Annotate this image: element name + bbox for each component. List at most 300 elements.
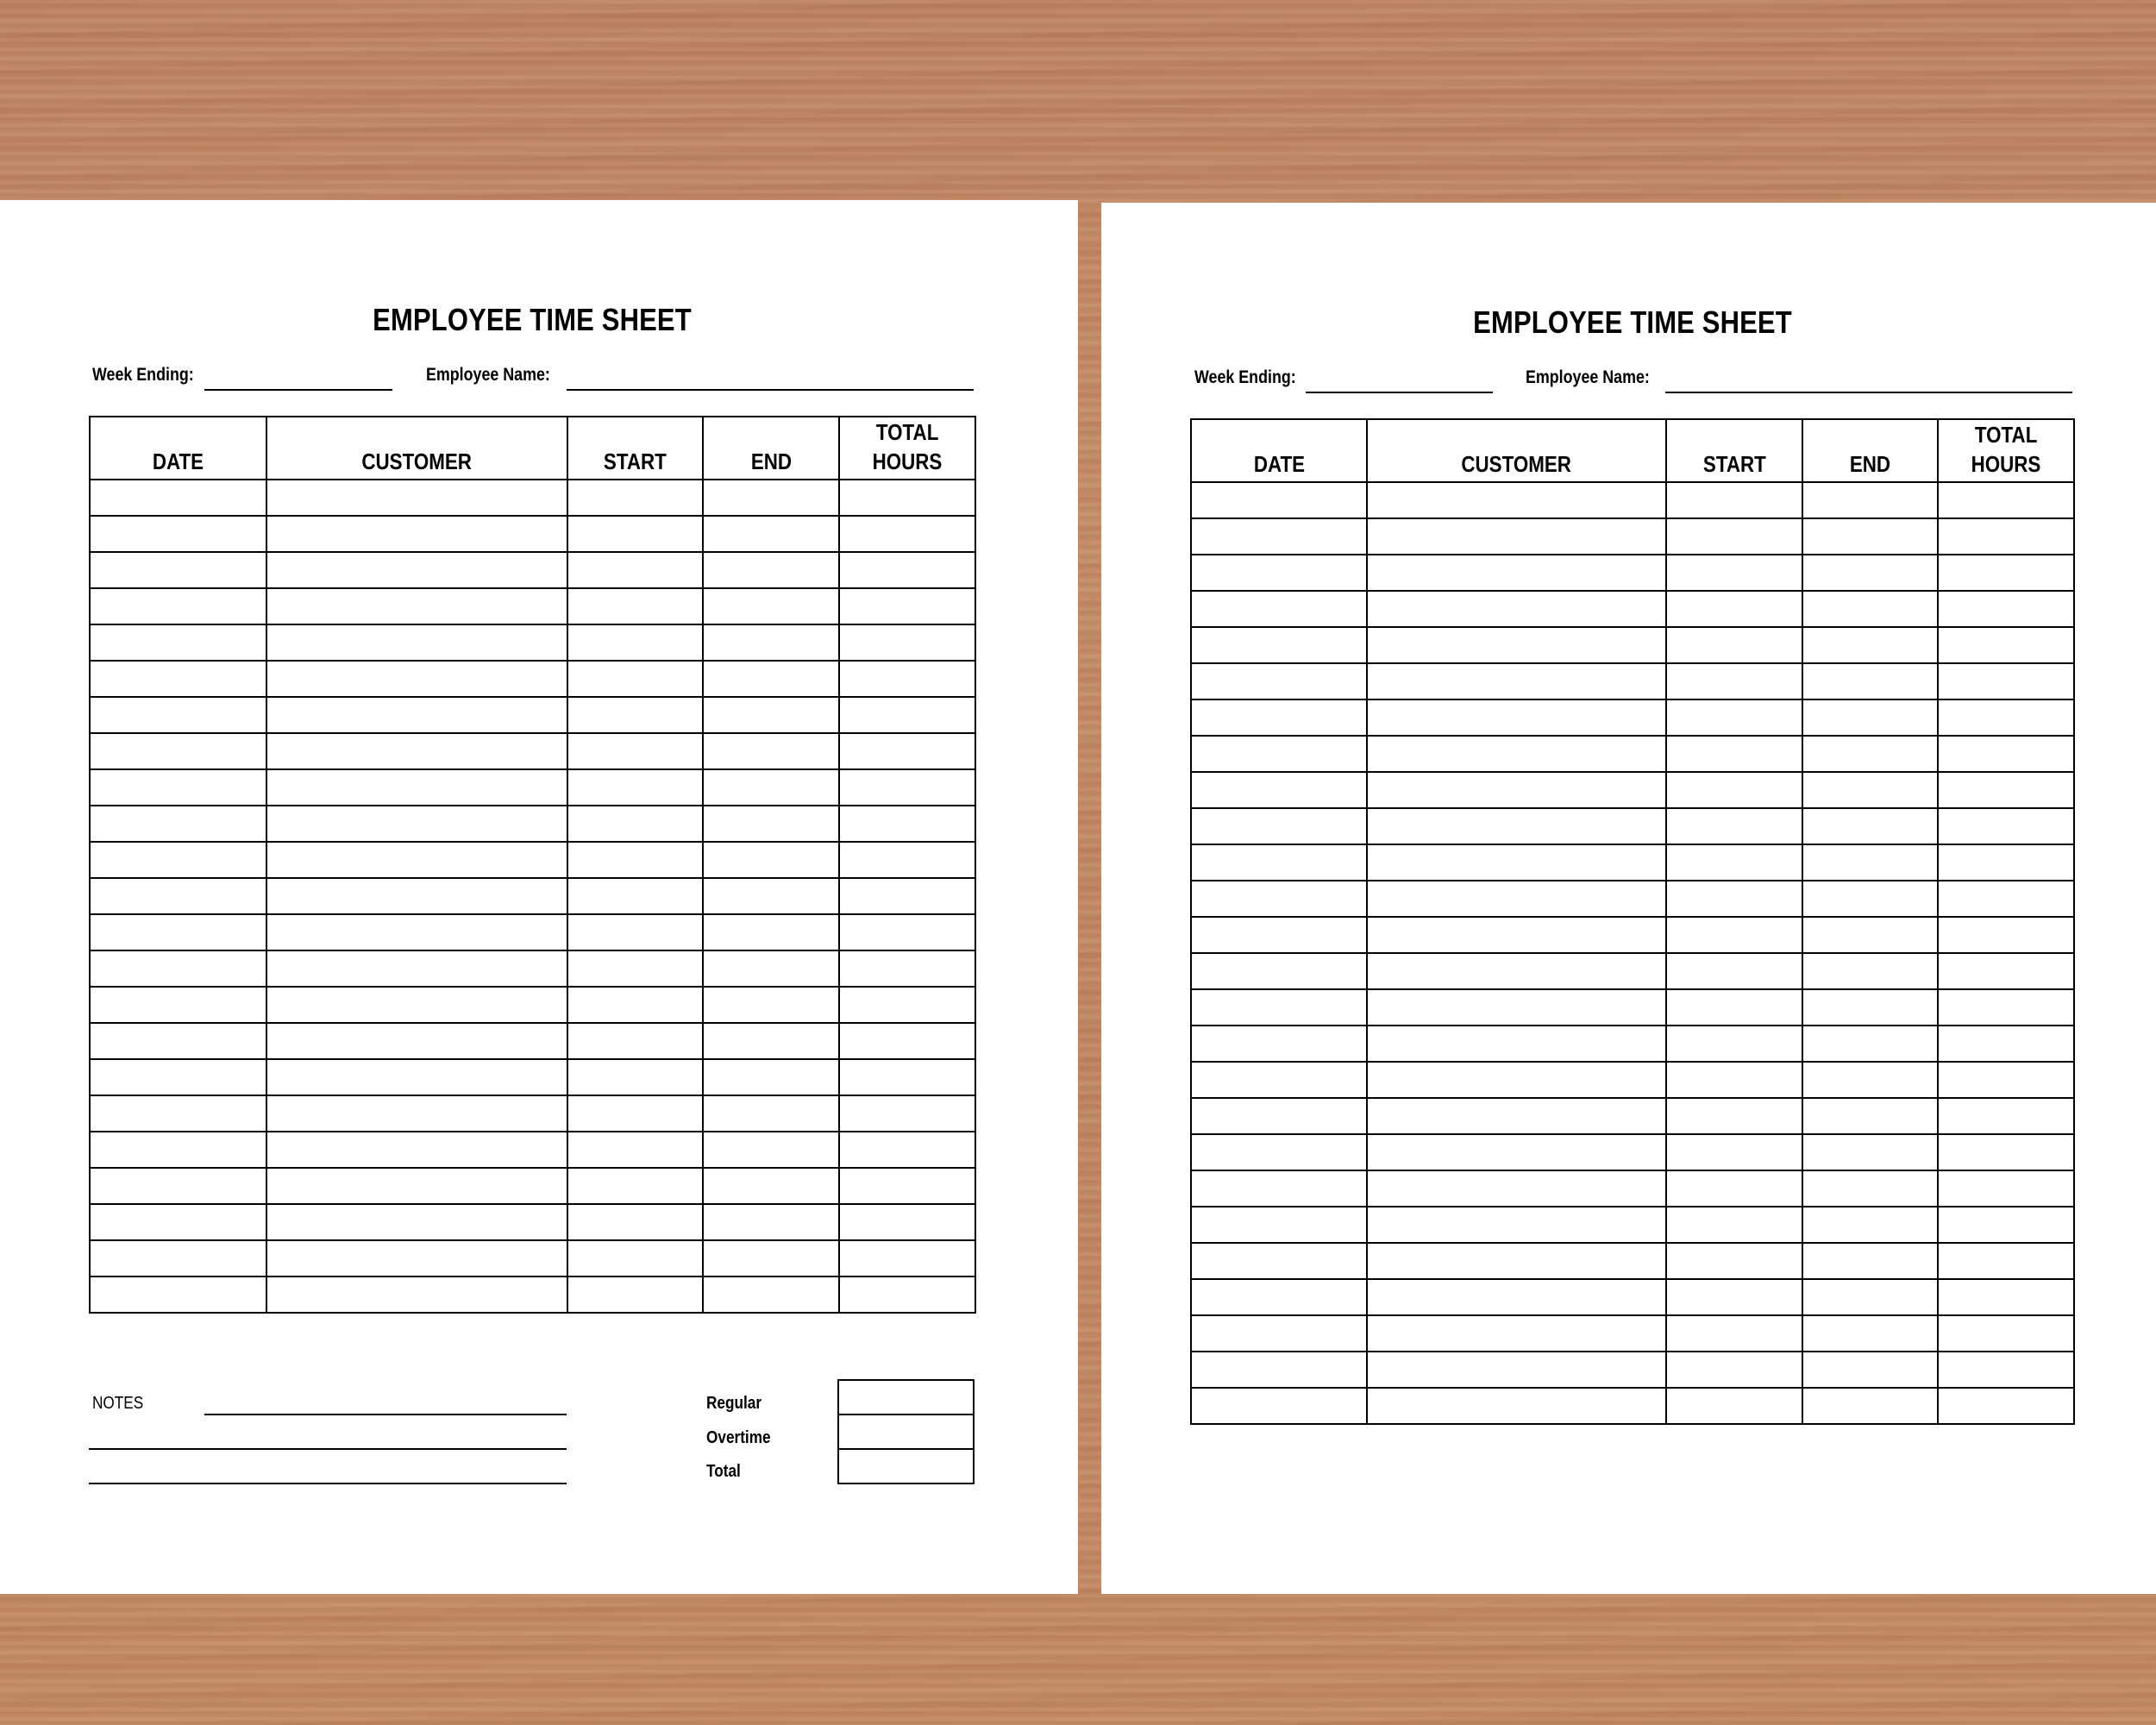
customer-cell[interactable]	[1367, 591, 1666, 627]
start-cell[interactable]	[1666, 627, 1802, 663]
total-hours-cell[interactable]	[839, 552, 975, 588]
date-cell[interactable]	[1191, 808, 1367, 844]
total-hours-cell[interactable]	[839, 1132, 975, 1168]
date-cell[interactable]	[1191, 699, 1367, 736]
total-hours-cell[interactable]	[1938, 591, 2074, 627]
start-cell[interactable]	[1666, 1134, 1802, 1170]
table-row	[90, 842, 975, 878]
total-hours-cell[interactable]	[839, 1276, 975, 1313]
total-hours-cell[interactable]	[1938, 808, 2074, 844]
start-cell[interactable]	[1666, 663, 1802, 699]
total-hours-cell[interactable]	[1938, 736, 2074, 772]
customer-cell[interactable]	[1367, 808, 1666, 844]
start-cell[interactable]	[1666, 1243, 1802, 1279]
table-row	[1191, 591, 2074, 627]
start-cell[interactable]	[567, 806, 703, 842]
date-cell[interactable]	[90, 1095, 266, 1132]
total-hours-cell[interactable]	[839, 950, 975, 987]
customer-cell[interactable]	[1367, 953, 1666, 989]
start-cell[interactable]	[567, 950, 703, 987]
table-row	[90, 1059, 975, 1095]
date-cell[interactable]	[90, 987, 266, 1023]
start-cell[interactable]	[1666, 1207, 1802, 1243]
date-cell[interactable]	[1191, 917, 1367, 953]
table-row	[90, 1276, 975, 1313]
start-cell[interactable]	[567, 480, 703, 516]
table-row	[1191, 1243, 2074, 1279]
date-cell[interactable]	[1191, 627, 1367, 663]
start-cell[interactable]	[567, 1276, 703, 1313]
customer-cell[interactable]	[266, 1095, 567, 1132]
start-cell[interactable]	[567, 1168, 703, 1204]
table-row	[1191, 1352, 2074, 1388]
total-hours-cell[interactable]	[839, 1204, 975, 1240]
table-row	[90, 1095, 975, 1132]
customer-cell[interactable]	[1367, 1243, 1666, 1279]
customer-cell[interactable]	[266, 516, 567, 552]
end-cell[interactable]	[703, 1059, 839, 1095]
end-cell[interactable]	[1802, 482, 1938, 518]
customer-cell[interactable]	[266, 697, 567, 733]
total-hours-cell[interactable]	[839, 480, 975, 516]
total-hours-cell[interactable]	[1938, 1026, 2074, 1062]
start-cell[interactable]	[567, 1204, 703, 1240]
column-header-date: DATE	[1191, 419, 1367, 482]
employee-name-field[interactable]	[1665, 392, 2072, 393]
total-hours-cell[interactable]	[839, 697, 975, 733]
start-cell[interactable]	[567, 661, 703, 697]
customer-cell[interactable]	[266, 769, 567, 806]
total-hours-cell[interactable]	[839, 914, 975, 950]
end-cell[interactable]	[1802, 736, 1938, 772]
week-ending-field[interactable]	[1306, 392, 1493, 393]
date-cell[interactable]	[1191, 482, 1367, 518]
total-hours-cell[interactable]	[1938, 1388, 2074, 1424]
customer-cell[interactable]	[1367, 663, 1666, 699]
column-header-start: START	[1666, 419, 1802, 482]
table-row	[90, 516, 975, 552]
table-header-row	[90, 417, 975, 480]
date-cell[interactable]	[1191, 663, 1367, 699]
total-hours-cell[interactable]	[839, 1095, 975, 1132]
total-hours-cell[interactable]	[1938, 1243, 2074, 1279]
start-cell[interactable]	[1666, 772, 1802, 808]
date-cell[interactable]	[90, 697, 266, 733]
date-cell[interactable]	[1191, 1098, 1367, 1134]
column-header-date: DATE	[90, 417, 266, 480]
date-cell[interactable]	[90, 769, 266, 806]
start-cell[interactable]	[567, 624, 703, 661]
date-cell[interactable]	[1191, 772, 1367, 808]
overtime-hours-box[interactable]	[837, 1414, 975, 1450]
total-hours-cell[interactable]	[1938, 482, 2074, 518]
start-cell[interactable]	[567, 1059, 703, 1095]
end-cell[interactable]	[703, 1132, 839, 1168]
column-header-start: START	[567, 417, 703, 480]
start-cell[interactable]	[567, 1095, 703, 1132]
customer-cell[interactable]	[266, 480, 567, 516]
total-hours-cell[interactable]	[1938, 1134, 2074, 1170]
table-row	[90, 552, 975, 588]
start-cell[interactable]	[567, 987, 703, 1023]
customer-cell[interactable]	[1367, 699, 1666, 736]
date-cell[interactable]	[1191, 591, 1367, 627]
date-cell[interactable]	[90, 516, 266, 552]
total-hours-cell[interactable]	[839, 516, 975, 552]
total-hours-cell[interactable]	[839, 842, 975, 878]
notes-line-2[interactable]	[89, 1448, 567, 1450]
end-cell[interactable]	[1802, 1315, 1938, 1352]
end-cell[interactable]	[1802, 1279, 1938, 1315]
customer-cell[interactable]	[266, 987, 567, 1023]
date-cell[interactable]	[1191, 953, 1367, 989]
customer-cell[interactable]	[1367, 989, 1666, 1026]
date-cell[interactable]	[1191, 1026, 1367, 1062]
start-cell[interactable]	[567, 1240, 703, 1276]
total-hours-cell[interactable]	[1938, 989, 2074, 1026]
table-row	[1191, 1062, 2074, 1098]
end-cell[interactable]	[703, 878, 839, 914]
end-cell[interactable]	[1802, 1062, 1938, 1098]
date-cell[interactable]	[90, 552, 266, 588]
date-cell[interactable]	[90, 1059, 266, 1095]
customer-cell[interactable]	[266, 842, 567, 878]
start-cell[interactable]	[567, 769, 703, 806]
start-cell[interactable]	[1666, 844, 1802, 881]
date-cell[interactable]	[1191, 1279, 1367, 1315]
end-cell[interactable]	[703, 1023, 839, 1059]
timesheet-table	[1190, 418, 2075, 1425]
table-body	[1191, 482, 2074, 1424]
date-cell[interactable]	[1191, 881, 1367, 917]
start-cell[interactable]	[1666, 1279, 1802, 1315]
column-header-customer: CUSTOMER	[266, 417, 567, 480]
end-cell[interactable]	[703, 552, 839, 588]
total-hours-cell[interactable]	[1938, 1352, 2074, 1388]
total-hours-cell[interactable]	[1938, 518, 2074, 555]
start-cell[interactable]	[1666, 1388, 1802, 1424]
date-cell[interactable]	[1191, 1207, 1367, 1243]
customer-cell[interactable]	[1367, 1388, 1666, 1424]
total-hours-cell[interactable]	[1938, 1062, 2074, 1098]
start-cell[interactable]	[567, 697, 703, 733]
end-cell[interactable]	[703, 588, 839, 624]
total-hours-cell[interactable]	[1938, 1170, 2074, 1207]
date-cell[interactable]	[90, 661, 266, 697]
end-cell[interactable]	[703, 950, 839, 987]
start-cell[interactable]	[567, 552, 703, 588]
customer-cell[interactable]	[1367, 518, 1666, 555]
end-cell[interactable]	[1802, 699, 1938, 736]
total-hours-cell[interactable]	[1938, 917, 2074, 953]
date-cell[interactable]	[1191, 1352, 1367, 1388]
customer-cell[interactable]	[266, 588, 567, 624]
customer-cell[interactable]	[266, 1168, 567, 1204]
end-cell[interactable]	[1802, 555, 1938, 591]
customer-cell[interactable]	[1367, 1026, 1666, 1062]
table-row	[1191, 989, 2074, 1026]
total-hours-cell[interactable]	[1938, 555, 2074, 591]
customer-cell[interactable]	[266, 914, 567, 950]
date-cell[interactable]	[1191, 989, 1367, 1026]
customer-cell[interactable]	[266, 878, 567, 914]
date-cell[interactable]	[1191, 1388, 1367, 1424]
customer-cell[interactable]	[266, 661, 567, 697]
table-row	[90, 624, 975, 661]
start-cell[interactable]	[567, 914, 703, 950]
total-hours-box[interactable]	[837, 1448, 975, 1484]
end-cell[interactable]	[1802, 881, 1938, 917]
date-cell[interactable]	[90, 950, 266, 987]
start-cell[interactable]	[1666, 1315, 1802, 1352]
week-ending-field[interactable]	[204, 389, 392, 391]
end-cell[interactable]	[1802, 953, 1938, 989]
end-cell[interactable]	[703, 806, 839, 842]
table-row	[1191, 482, 2074, 518]
date-cell[interactable]	[1191, 844, 1367, 881]
table-row	[1191, 1134, 2074, 1170]
total-hours-cell[interactable]	[1938, 627, 2074, 663]
customer-cell[interactable]	[1367, 1352, 1666, 1388]
total-hours-cell[interactable]	[1938, 1098, 2074, 1134]
date-cell[interactable]	[1191, 1134, 1367, 1170]
date-cell[interactable]	[90, 914, 266, 950]
total-hours-cell[interactable]	[839, 733, 975, 769]
date-cell[interactable]	[1191, 1170, 1367, 1207]
date-cell[interactable]	[90, 624, 266, 661]
start-cell[interactable]	[1666, 1062, 1802, 1098]
timesheet-table	[89, 416, 976, 1314]
table-row	[1191, 1098, 2074, 1134]
table-row	[90, 769, 975, 806]
end-cell[interactable]	[1802, 917, 1938, 953]
end-cell[interactable]	[703, 1240, 839, 1276]
date-cell[interactable]	[90, 1204, 266, 1240]
employee-name-field[interactable]	[567, 389, 974, 391]
date-cell[interactable]	[90, 878, 266, 914]
start-cell[interactable]	[567, 842, 703, 878]
total-hours-cell[interactable]	[839, 1059, 975, 1095]
customer-cell[interactable]	[266, 733, 567, 769]
date-cell[interactable]	[1191, 1315, 1367, 1352]
end-cell[interactable]	[703, 842, 839, 878]
table-row	[1191, 1170, 2074, 1207]
customer-cell[interactable]	[1367, 1315, 1666, 1352]
regular-hours-box[interactable]	[837, 1379, 975, 1415]
start-cell[interactable]	[1666, 881, 1802, 917]
total-hours-cell[interactable]	[839, 806, 975, 842]
table-row	[1191, 518, 2074, 555]
end-cell[interactable]	[1802, 663, 1938, 699]
notes-label: NOTES	[92, 1394, 144, 1413]
table-row	[1191, 627, 2074, 663]
timesheet-page-right	[1101, 203, 2156, 1594]
customer-cell[interactable]	[1367, 1170, 1666, 1207]
start-cell[interactable]	[567, 588, 703, 624]
customer-cell[interactable]	[1367, 482, 1666, 518]
customer-cell[interactable]	[1367, 1279, 1666, 1315]
end-cell[interactable]	[703, 914, 839, 950]
end-cell[interactable]	[703, 1204, 839, 1240]
customer-cell[interactable]	[1367, 555, 1666, 591]
customer-cell[interactable]	[1367, 1098, 1666, 1134]
total-hours-cell[interactable]	[839, 588, 975, 624]
end-cell[interactable]	[703, 1168, 839, 1204]
customer-cell[interactable]	[266, 950, 567, 987]
date-cell[interactable]	[90, 1240, 266, 1276]
table-row	[90, 480, 975, 516]
start-cell[interactable]	[567, 733, 703, 769]
total-hours-cell[interactable]	[839, 624, 975, 661]
customer-cell[interactable]	[266, 1132, 567, 1168]
start-cell[interactable]	[1666, 1352, 1802, 1388]
end-cell[interactable]	[1802, 844, 1938, 881]
total-hours-cell[interactable]	[839, 769, 975, 806]
total-hours-cell[interactable]	[1938, 772, 2074, 808]
table-row	[90, 588, 975, 624]
total-hours-cell[interactable]	[1938, 881, 2074, 917]
end-cell[interactable]	[1802, 518, 1938, 555]
total-hours-cell[interactable]	[839, 878, 975, 914]
date-cell[interactable]	[1191, 518, 1367, 555]
table-row	[1191, 1207, 2074, 1243]
total-hours-cell[interactable]	[839, 661, 975, 697]
end-cell[interactable]	[1802, 591, 1938, 627]
customer-cell[interactable]	[266, 1059, 567, 1095]
table-row	[1191, 663, 2074, 699]
table-row	[90, 733, 975, 769]
table-row	[90, 661, 975, 697]
end-cell[interactable]	[703, 769, 839, 806]
total-hours-cell[interactable]	[1938, 1207, 2074, 1243]
start-cell[interactable]	[1666, 953, 1802, 989]
customer-cell[interactable]	[1367, 881, 1666, 917]
customer-cell[interactable]	[1367, 1062, 1666, 1098]
total-hours-cell[interactable]	[1938, 953, 2074, 989]
end-cell[interactable]	[1802, 1207, 1938, 1243]
customer-cell[interactable]	[1367, 844, 1666, 881]
end-cell[interactable]	[1802, 989, 1938, 1026]
end-cell[interactable]	[703, 516, 839, 552]
end-cell[interactable]	[1802, 1098, 1938, 1134]
end-cell[interactable]	[703, 624, 839, 661]
table-row	[1191, 844, 2074, 881]
table-row	[90, 987, 975, 1023]
customer-cell[interactable]	[266, 1240, 567, 1276]
start-cell[interactable]	[567, 878, 703, 914]
customer-cell[interactable]	[1367, 736, 1666, 772]
date-cell[interactable]	[1191, 555, 1367, 591]
customer-cell[interactable]	[266, 1204, 567, 1240]
date-cell[interactable]	[90, 1276, 266, 1313]
start-cell[interactable]	[1666, 989, 1802, 1026]
end-cell[interactable]	[703, 987, 839, 1023]
customer-cell[interactable]	[266, 552, 567, 588]
customer-cell[interactable]	[1367, 1134, 1666, 1170]
date-cell[interactable]	[90, 806, 266, 842]
end-cell[interactable]	[703, 733, 839, 769]
table-row	[90, 1168, 975, 1204]
start-cell[interactable]	[1666, 591, 1802, 627]
customer-cell[interactable]	[1367, 1207, 1666, 1243]
total-hours-cell[interactable]	[839, 1023, 975, 1059]
end-cell[interactable]	[1802, 1388, 1938, 1424]
date-cell[interactable]	[90, 1168, 266, 1204]
timesheet-page-left	[0, 200, 1078, 1594]
end-cell[interactable]	[703, 697, 839, 733]
start-cell[interactable]	[1666, 1098, 1802, 1134]
table-body	[90, 480, 975, 1313]
end-cell[interactable]	[1802, 772, 1938, 808]
total-hours-cell[interactable]	[1938, 844, 2074, 881]
customer-cell[interactable]	[1367, 627, 1666, 663]
start-cell[interactable]	[1666, 518, 1802, 555]
table-row	[90, 1240, 975, 1276]
total-hours-cell[interactable]	[839, 987, 975, 1023]
date-cell[interactable]	[90, 733, 266, 769]
end-cell[interactable]	[703, 661, 839, 697]
end-cell[interactable]	[703, 480, 839, 516]
table-row	[1191, 1388, 2074, 1424]
customer-cell[interactable]	[1367, 917, 1666, 953]
start-cell[interactable]	[1666, 555, 1802, 591]
date-cell[interactable]	[1191, 1243, 1367, 1279]
notes-line-1[interactable]	[204, 1414, 567, 1415]
total-hours-cell[interactable]	[1938, 1279, 2074, 1315]
customer-cell[interactable]	[266, 806, 567, 842]
total-hours-cell[interactable]	[1938, 1315, 2074, 1352]
total-hours-cell[interactable]	[1938, 663, 2074, 699]
customer-cell[interactable]	[266, 624, 567, 661]
total-hours-cell[interactable]	[839, 1240, 975, 1276]
total-hours-cell[interactable]	[839, 1168, 975, 1204]
end-cell[interactable]	[1802, 1134, 1938, 1170]
start-cell[interactable]	[567, 1023, 703, 1059]
start-cell[interactable]	[567, 1132, 703, 1168]
customer-cell[interactable]	[266, 1276, 567, 1313]
customer-cell[interactable]	[1367, 772, 1666, 808]
end-cell[interactable]	[1802, 1243, 1938, 1279]
week-ending-label: Week Ending:	[92, 365, 194, 385]
start-cell[interactable]	[1666, 482, 1802, 518]
end-cell[interactable]	[1802, 1026, 1938, 1062]
date-cell[interactable]	[90, 1023, 266, 1059]
total-hours-cell[interactable]	[1938, 699, 2074, 736]
date-cell[interactable]	[1191, 736, 1367, 772]
table-row	[1191, 1315, 2074, 1352]
date-cell[interactable]	[90, 1132, 266, 1168]
notes-line-3[interactable]	[89, 1483, 567, 1484]
end-cell[interactable]	[703, 1095, 839, 1132]
end-cell[interactable]	[1802, 1352, 1938, 1388]
end-cell[interactable]	[703, 1276, 839, 1313]
date-cell[interactable]	[1191, 1062, 1367, 1098]
start-cell[interactable]	[1666, 699, 1802, 736]
end-cell[interactable]	[1802, 808, 1938, 844]
date-cell[interactable]	[90, 842, 266, 878]
date-cell[interactable]	[90, 588, 266, 624]
start-cell[interactable]	[1666, 917, 1802, 953]
start-cell[interactable]	[1666, 808, 1802, 844]
start-cell[interactable]	[1666, 1170, 1802, 1207]
end-cell[interactable]	[1802, 627, 1938, 663]
start-cell[interactable]	[1666, 736, 1802, 772]
customer-cell[interactable]	[266, 1023, 567, 1059]
start-cell[interactable]	[567, 516, 703, 552]
start-cell[interactable]	[1666, 1026, 1802, 1062]
date-cell[interactable]	[90, 480, 266, 516]
end-cell[interactable]	[1802, 1170, 1938, 1207]
